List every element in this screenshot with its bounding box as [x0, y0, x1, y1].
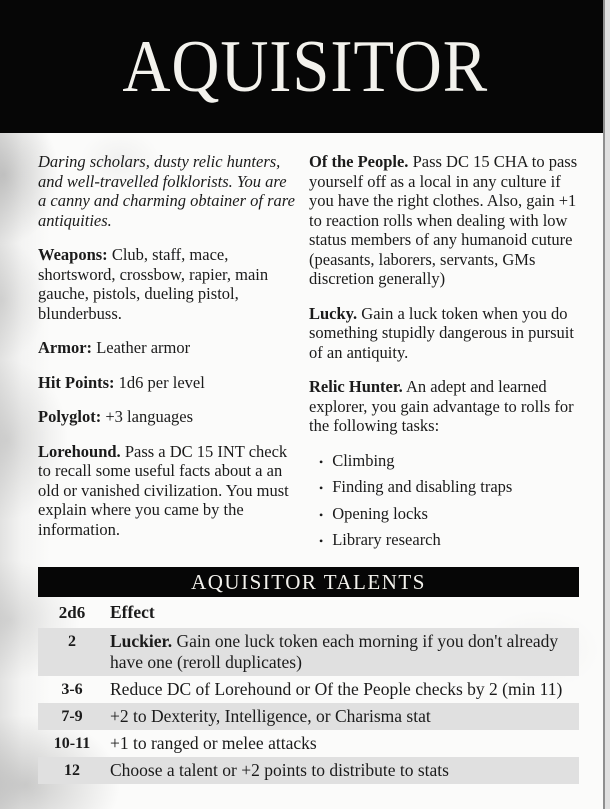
- effect-cell: [106, 703, 579, 730]
- effect-text: +2 to Dexterity, Intelligence, or Charisma stat: [110, 706, 431, 726]
- roll-cell: 2: [68, 633, 76, 650]
- effect-cell: [106, 730, 579, 757]
- trait-label: Hit Points:: [38, 372, 115, 392]
- trait-label: Polyglot:: [38, 407, 102, 426]
- bullet-icon: •: [319, 507, 324, 522]
- roll-cell: 10-11: [53, 735, 91, 752]
- trait-text: Gain a luck token when you do something stupidly dangerous in pursuit of an antiquity.: [309, 303, 574, 362]
- task-label: Finding and disabling traps: [332, 477, 513, 496]
- roll-header-cell: 2d6: [58, 603, 86, 622]
- trait-label: Armor:: [38, 338, 93, 357]
- task-list: [319, 451, 586, 552]
- roll-cell: 12: [64, 762, 80, 779]
- trait-label: Relic Hunter.: [309, 377, 403, 396]
- trait-label: Lucky.: [309, 303, 358, 323]
- roll-cell: 3-6: [61, 681, 83, 698]
- class-title-banner: [0, 0, 610, 133]
- trait-text: Pass a DC 15 INT check to recall some useful facts about a an old or vanished civilization. You must explain where you came by the information.: [38, 441, 289, 539]
- trait-relic-hunter: [309, 377, 586, 436]
- effect-text: Reduce DC of Lorehound or Of the People checks by 2 (min 11): [110, 679, 563, 699]
- trait-hit-points: [38, 373, 296, 393]
- trait-text: Club, staff, mace, shortsword, crossbow, rapier, main gauche, pistols, dueling pistol, blunderbuss.: [38, 245, 269, 323]
- effect-text: +1 to ranged or melee attacks: [110, 733, 317, 753]
- trait-label: Of the People.: [309, 152, 409, 171]
- intro-paragraph: Daring scholars, dusty relic hunters, and well-travelled folklorists. You are a canny and charming obtainer of rare antiquities.: [38, 152, 295, 230]
- bullet-icon: •: [319, 454, 324, 469]
- task-label: Opening locks: [332, 503, 428, 523]
- task-label: Library research: [332, 530, 441, 549]
- right-column: [309, 152, 586, 557]
- talent-row: [38, 703, 579, 730]
- talent-row: [38, 628, 579, 676]
- left-column: [38, 152, 296, 557]
- trait-lucky: [309, 304, 586, 363]
- trait-text: 1d6 per level: [118, 372, 205, 392]
- effect-cell: [106, 757, 579, 784]
- bullet-icon: •: [319, 481, 324, 495]
- task-item: [319, 451, 586, 473]
- trait-armor: [38, 338, 296, 358]
- roll-cell: 7-9: [61, 708, 83, 725]
- trait-lorehound: [38, 442, 296, 540]
- trait-polyglot: [38, 407, 296, 427]
- trait-text: +3 languages: [105, 407, 194, 426]
- trait-of-the-people: [309, 152, 586, 289]
- effect-text: Choose a talent or +2 points to distribute to stats: [110, 760, 449, 780]
- content-columns: [0, 133, 610, 557]
- task-item: [319, 477, 586, 499]
- talent-row: [38, 757, 579, 784]
- task-label: Climbing: [332, 450, 395, 470]
- trait-text: Leather armor: [96, 338, 191, 357]
- talents-title-bar: [38, 567, 579, 597]
- task-item: [319, 504, 586, 526]
- talent-row: [38, 730, 579, 757]
- trait-text: An adept and learned explorer, you gain advantage to rolls for the following tasks:: [309, 377, 574, 435]
- talents-table: [38, 599, 579, 784]
- talents-title: AQUISITOR TALENTS: [191, 569, 426, 594]
- effect-text: Gain one luck token each morning if you don't already have one (reroll duplicates): [110, 631, 559, 672]
- page-edge-line: [603, 0, 610, 809]
- effect-header-cell: Effect: [110, 602, 155, 622]
- trait-weapons: [38, 245, 296, 323]
- effect-cell: [106, 676, 579, 703]
- trait-label: Lorehound.: [38, 441, 121, 461]
- task-item: [319, 530, 586, 552]
- effect-bold-label: Luckier.: [110, 631, 173, 651]
- effect-cell: [106, 628, 579, 676]
- talents-section: [38, 567, 579, 784]
- talent-row: [38, 676, 579, 703]
- trait-label: Weapons:: [38, 245, 108, 264]
- trait-text: Pass DC 15 CHA to pass yourself off as a local in any culture if you have the right clothes. Also, gain +1 to reaction rolls when dealing with low status members of any humanoid cuture (peasants, laborers, servants, GMs discretion generally): [309, 152, 578, 288]
- bullet-icon: •: [319, 534, 324, 548]
- page-title: AQUISITOR: [122, 25, 488, 108]
- talents-header-row: [38, 599, 579, 628]
